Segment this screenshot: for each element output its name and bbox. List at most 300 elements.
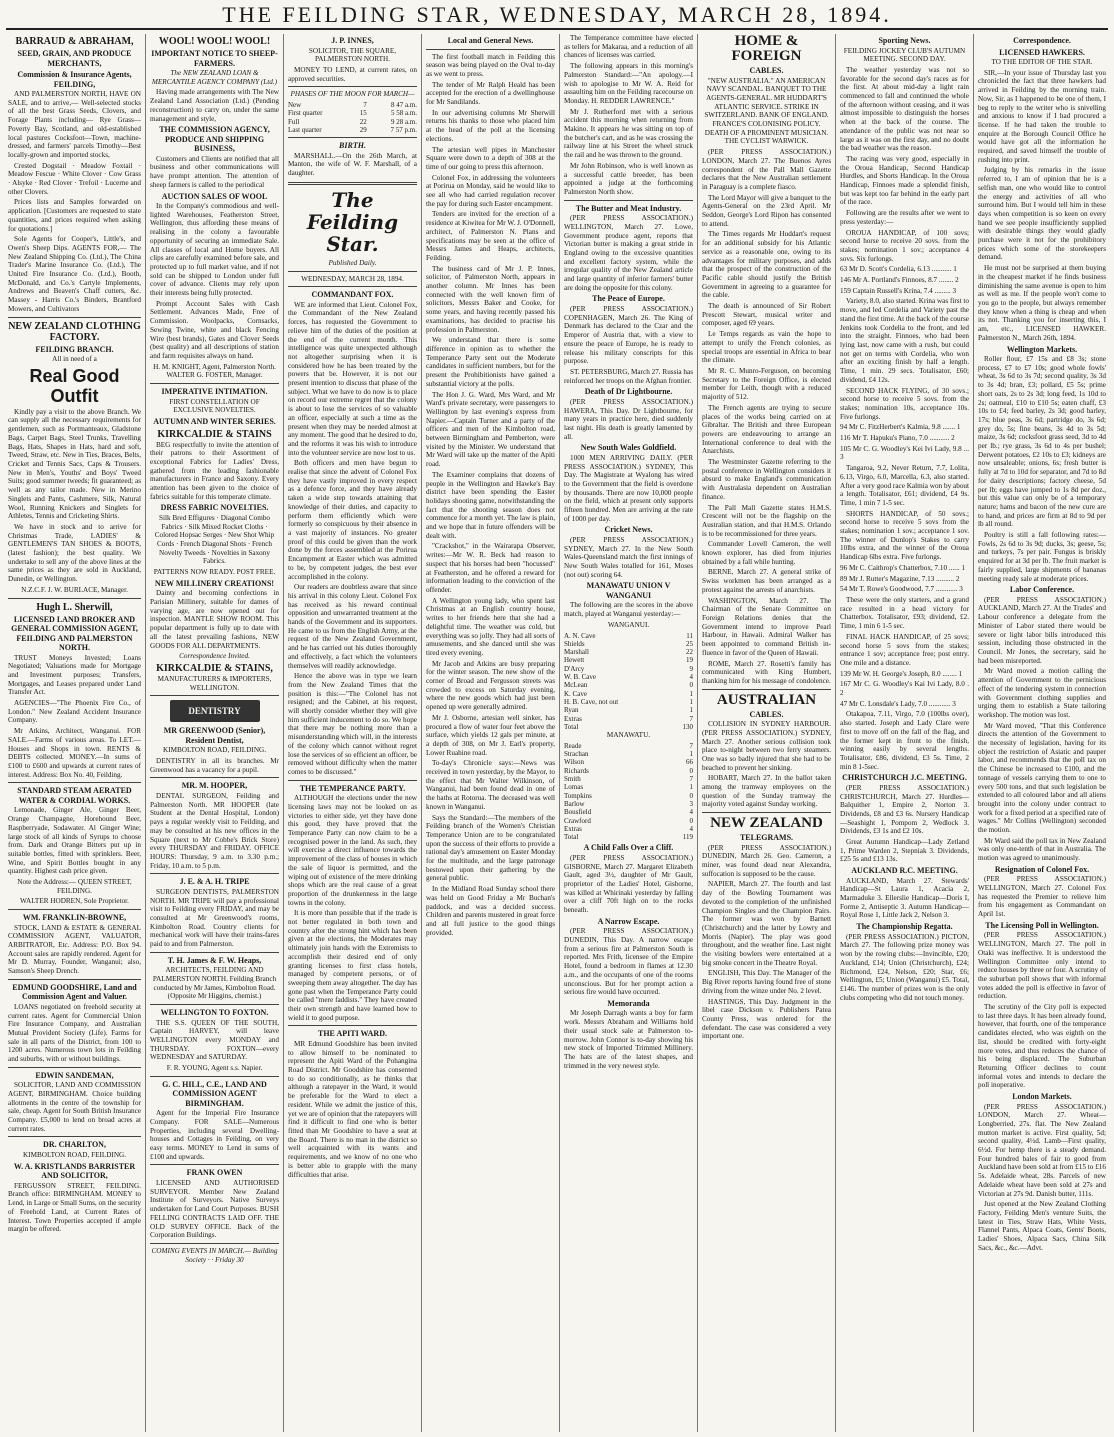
section-heading: Memoranda	[607, 998, 650, 1008]
cable-item: (PER PRESS ASSOCIATION.) DUNEDIN, March 26. Geo. Cameron, a miner, was found dead near Alexandra, suffocation is supposed to be the cause.	[702, 843, 831, 878]
score-row	[564, 833, 693, 841]
score-row	[564, 648, 693, 656]
section-heading: The Peace of Europe.	[592, 294, 665, 304]
moon-phase-day: 7	[363, 101, 367, 110]
sport-item: FINAL HACK HANDICAP, of 25 sovs; second horse 5 sovs from the stakes; entrance 1 sov; acceptance free; post entry. One mile and a distance.	[840, 632, 969, 667]
letter-text: Judging by his remarks in the issue referred to, I am of opinion that he is a selfish man, one who would like to control the energy and activities of all who surround him. But I would tell him in these days when competition is so keen on every hand we see people insufficiently supplied with desirable things they would gladly purchase were it not for the prohibitory prices which some of the storekeepers demand.	[978, 166, 1106, 262]
batsman-name: Reade	[564, 741, 582, 750]
ad-text: TRUST Moneys Invested; Loans Negotiated; Valuations made for Mortgage and Investment purposes; Transfers, Mortgages, and Leases prepared under Land Transfer Act.	[8, 653, 141, 697]
batsman-score: 1	[689, 697, 693, 706]
race-result: 63 Mr D. Scott's Cordelia, 6.13 ........... 1	[840, 265, 957, 274]
news-item: The Examiner complains that dozens of people in the Wellington and Hawke's Bay district have been spending the Easter holidays shooting game, notwithstanding the fact that the shooting season does not commence for a month yet. The law is plain, and we hope that in future offenders will be dealt with.	[426, 470, 555, 540]
moon-phase-phase: Last quarter	[288, 125, 322, 134]
ad-text: Crested Dogstail · Meadow Foxtail · Meadow Fescue · White Clover · Cow Grass · Alsyke · Red Clover · Trefoil · Lucerne and other Clovers.	[8, 161, 141, 196]
divider	[150, 383, 279, 384]
cable-item: The French agents are trying to secure places of the works being carried on at Gibraltar. The British and three European powers are endeavouring to arrange an International conference to deal with the Anarchists.	[702, 403, 831, 456]
moon-phases-table	[288, 101, 417, 134]
batsman-name: Bousfield	[564, 808, 592, 817]
news-item: Mr J. Osborne, artesian well sinker, has procured a flow of water four feet above the surface, which yields 12 gals per minute, at a depth of 308, on Mr J. Earl's property, Lower Ruahine road.	[426, 713, 555, 757]
news-item: The following are the scores in the above match, played at Wanganui yesterday:—	[564, 601, 693, 619]
race-result: 146 Mr A. Portland's Finnoes, 8.7 ........ 2	[840, 276, 959, 285]
batsman-name: Hewett	[564, 656, 585, 665]
batsman-score: 22	[686, 648, 693, 657]
ad-text: KIMBOLTON ROAD, FEILDING.	[162, 746, 267, 755]
editorial-heading: COMMANDANT FOX.	[311, 290, 394, 300]
batsman-name: D'Arcy	[564, 664, 585, 673]
letter-text: SIR,—In your issue of Thursday last you chronicled the fact that three hawkers had arrived in Feilding by the morning train. Now, Sir, as I happened to be one of them, I beg to reply to the writer who is snivelling and anxious to know if I had procured a license. If he had taken the trouble to enquire at the Borough Council Office he would have got all the information he required, and saved himself the trouble of rushing into print.	[978, 68, 1106, 164]
ad-text: We have in stock and to arrive for Christmas Trade, LADIES' & GENTLEMEN'S TAN SHOES & BOOTS, (latest fashion); the best quality. We undertake to sell any of the above lines at the same prices as they are sold in Auckland, Dunedin, or Wellington.	[8, 522, 141, 584]
divider	[8, 1136, 141, 1137]
batsman-score: 19	[686, 656, 693, 665]
score-row	[564, 817, 693, 825]
article-text: It is more than possible that if the trade is not better regulated in both town and country after the strong hint which has been given at the elections, the Moderates may ultimately join hands with the Extremists to accomplish their desired end of only granting licenses to first class hotels, managed by competent persons, or of sweeping them away altogether. The day has gone past when the Temperance Party could be called "mere faddists." They have created their own strength and have learned how to wield it to good purpose.	[288, 909, 417, 1022]
cable-item: Commander Lovell Cameron, the well known explorer, has died from injuries obtained by a fall while hunting.	[702, 540, 831, 566]
news-item: We understand that there is some difference in opinion as to whether the Temperance Party sent out the Moderate candidates in sufficient numbers, but for the present the Prohibitionists have gained a substantial victory at the polls.	[426, 336, 555, 388]
batsman-score: 25	[686, 639, 693, 648]
ad-text: Prices lists and Samples forwarded on application. [Customers are requested to state quantities, and prices required when asking for quotations.]	[8, 198, 141, 233]
ad-text: Kindly pay a visit to the above Branch. We can supply all the necessary requirements for gentlemen, such as Portmanteaux, Gladstone Bags, Carpet Bags, Steel Trunks, Travelling Bags, Hats, Shapes in Hats, hard and soft, Tweed, Straw, etc. New in Ties, Braces, Belts, Cricket and Tennis Sacs, Caps & Trousers. New in Men's, Youths' and Boys' Tweed Suits; good summer tweeds; fit guaranteed; as well as any tailor made. New in Merino Singlets and Pants, Cashmere, Silk, Natural Wool, Running Knickers and Singlets for Athletes, Tennis and Cricketing Shirts.	[8, 407, 141, 521]
editorial-heading: THE TEMPERANCE PARTY.	[299, 783, 406, 793]
news-item: (PER PRESS ASSOCIATION.) HAWERA, This Day. Dr Lightbourne, for many years in practice here, died suddenly last night. His death is greatly lamented by all.	[564, 397, 693, 441]
scorecard-wanganui	[564, 632, 693, 732]
score-row	[564, 656, 693, 664]
news-item: 1000 MEN ARRIVING DAILY. (PER PRESS ASSOCIATION.) SYDNEY, This Day. The Magistrate at Wyalong has wired to the Government that the field is overdone by thousands. There are now 10,000 people on the field, which at present only supports fifteen hundred. Men are arriving at the rate of 1000 per day.	[564, 453, 693, 523]
ad-subheading: Commission & Insurance Agents, FEILDING,	[17, 70, 132, 89]
score-row	[564, 715, 693, 723]
batsman-score: 1	[689, 750, 693, 759]
ad-subheading: IMPORTANT NOTICE TO SHEEP-FARMERS.	[151, 49, 278, 68]
news-item: Tenders are invited for the erection of a residence at Kiwitea for Mr W. J. O'Donnell, architect, of Palmerston N. Plans and specifications may be seen at the office of Messrs James and Heaps, architects, Feilding.	[426, 210, 555, 262]
news-item: (PER PRESS ASSOCIATION.) WELLINGTON, March 27. Lowe, Government produce agent, reports that Victorian butter is making a great stride in England owing to the excessive quantities and excellent factory system, while the irregular quality of the New Zealand article and large quantity of inferior farmers' butter are doing the opposite for this colony.	[564, 214, 693, 292]
moon-phase-time: 9 28 a.m.	[390, 117, 417, 126]
batsman-score: 1	[689, 783, 693, 792]
sport-item: Variety, 8.0, also started. Krina was first to move, and led Cordelia and Variety past the stand the first time. At the back of the course Jenkins took Cordelia to the front, and led into the straight. Finnoes, who had been lying last, now came with a rush, but could not get on terms with Cordelia, who won after an exciting finish by half a length. Time, 1 min. 29 secs. Totalisator, £60; dividend, £4 12s.	[840, 297, 969, 384]
divider	[288, 286, 417, 287]
batsman-score: 130	[682, 722, 693, 731]
cables-subheading: CABLES.	[749, 66, 784, 75]
batsman-score: 7	[689, 775, 693, 784]
score-row	[564, 723, 693, 731]
section-heading: The Butter and Meat Industry.	[575, 203, 682, 213]
score-row	[564, 750, 693, 758]
batsman-name: Lomas	[564, 783, 584, 792]
batsman-score: 4	[689, 673, 693, 682]
letter-heading: LICENSED HAWKERS.	[999, 47, 1085, 57]
score-row	[564, 792, 693, 800]
news-item: (PER PRESS ASSOCIATION.) COPENHAGEN, March 26. The King of Denmark has declared to the Czar and the Emperor of Austria that, with a view to ensure the peace of Europe, he is ready to release his military conscripts for this purpose.	[564, 304, 693, 366]
ad-text: FERGUSSON STREET, FEILDING. Branch office: BIRMINGHAM. MONEY to Lend, in Large or Small Sums, on the security of Freehold Land, at Current Rates of Interest. Town Properties accepted if ample margin be offered.	[8, 1181, 141, 1234]
divider	[150, 1164, 279, 1165]
ad-subheading: LICENSED LAND BROKER AND GENERAL COMMISSION AGENT, FEILDING AND PALMERSTON NORTH.	[11, 614, 138, 653]
news-item: The following appears in this morning's Palmerston Standard:—"An apology.—I wish to apologise to Mr W. A. Reid for assaulting him on the Feilding racecourse on Monday. H. REDDER LAWRENCE."	[564, 62, 693, 105]
score-row	[564, 825, 693, 833]
divider	[564, 200, 693, 201]
section-heading: Resignation of Colonel Fox.	[994, 864, 1090, 874]
news-item: Mr Ward moved a motion calling the attention of Government to the pernicious effect of the tendering system in connection with Government clothing supplies and urging them to establish a State tailoring workshop. The motion was lost.	[978, 667, 1106, 719]
batsman-score: 0	[689, 766, 693, 775]
score-row	[564, 698, 693, 706]
coming-events: COMING EVENTS IN MARCH.— Building Society · · Friday 30	[151, 1246, 278, 1264]
ad-heading: EDMUND GOODSHIRE, Land and Commission Agent and Valuer.	[12, 982, 137, 1002]
news-item: The Temperance committee have elected as tellers for Makaraa, and a reduction of all chances of licenses was carried.	[564, 34, 693, 60]
sport-item: Great Autumn Handicap—Lady Zetland 1, Prime Warden 2, Stepniak 3. Dividends, £25 5s and £13 13s.	[840, 838, 969, 864]
news-item: A Wellington young lady, who spent last Christmas at an English country house, writes to her friends here that she had a delightful time. The weather was cold, but everything was so jolly. They had all sorts of amusements, and she danced until she was tired every evening.	[426, 596, 555, 657]
score-row	[564, 665, 693, 673]
ad-text: Dainty and becoming confections in Parisian Millinery, suitable for dames of varying age, are now opened out for inspection. MANTLE SHOW ROOM. This popular department is fully up to date with all the latest prevailing fashions, NEW GOODS FOR ALL DEPARTMENTS.	[150, 589, 279, 650]
ad-heading: KIRKCALDIE & STAINS,	[156, 662, 273, 674]
news-item: The Hon J. G. Ward, Mrs Ward, and Mr Ward's private secretary, were passengers to Wellington by last evening's express from Napier.—Captain Turner and a party of the officers and men of the Kimbolton road, between Birmingham and Pemberton, were visited by the Minister. We understand that Mr Ward will take up the matter of the Apiti road.	[426, 390, 555, 469]
cable-item: NAPIER, March 27. The fourth and last day of the Bowling Tournament was devoted to the completion of the unfinished Champion Singles and the Champion Pairs. The former was won by Barnett (Christchurch) and the latter by Lowry and Morris (Napier). The play was good throughout, and the weather fine. Last night the visiting bowlers were entertained at a big smoke concert in the Theatre Royal.	[702, 880, 831, 967]
batsman-score: 0	[689, 681, 693, 690]
batsman-name: Shields	[564, 639, 585, 648]
section-heading: London Markets.	[1012, 1092, 1072, 1102]
cables-subheading: CABLES.	[749, 709, 784, 719]
batsman-name: Strachan	[564, 750, 589, 759]
ad-heading: J. P. INNES,	[331, 36, 374, 45]
score-row	[564, 690, 693, 698]
ad-signature: F. R. YOUNG, Agent s.s. Napier.	[166, 1064, 263, 1073]
divider	[150, 1243, 279, 1244]
news-item: Mr J. Rutherford met with a serious accident this morning when returning from Makino. It appears he was sitting on top of the butcher's cart, and as he was crossing the railway line at his Street the wheel struck the rail and he was thrown to the ground.	[564, 107, 693, 160]
batsman-score: 4	[689, 824, 693, 833]
meeting-title: FEILDING JOCKEY CLUB'S AUTUMN MEETING. SECOND DAY.	[843, 46, 966, 64]
race-result: 54 Mr T. Rowe's Goodwood, 7.7 ............ 3	[840, 585, 963, 594]
article-text: Hence the above was in type we learn from the New Zealand Times that the position is this:—"The Colonel has not resigned; and the Cabinet, at his request, will shortly consider whether they will give him sufficient inducement to do so. We hope that there may be nothing more than a misunderstanding which will, in the interests of the colony which cannot without regret lose the services of so efficient an officer, be removed without difficulty when the matter comes to be discussed."	[288, 672, 417, 776]
race-result: 105 Mr C. G. Woodley's Kei Ivi Lady, 9.8 ... 3	[840, 444, 969, 462]
ad-heading: J. E. & A. H. TRIPE	[179, 877, 250, 887]
article-text: MR Edmund Goodshire has been invited to allow himself to be nominated to represent the Apiti Ward of the Pohangina Road District. Mr Goodshire has consented to do so conditionally, as he thinks that although a ratepayer in the Ward, it would be preferable for the Ward to elect a resident. While we admit the justice of this, yet we are of opinion that the ratepayers will find it difficult to find one who is better fitted than Mr Goodshire to have a seat at the Board. There is no man in the district so well acquainted with its wants and requirements, and we know of no one who is better able to grapple with the many difficulties that arise.	[288, 1039, 417, 1179]
column-5	[560, 34, 698, 1432]
news-item: Says the Standard:—The members of the Feilding branch of the Women's Christian Temperance Union are to be congratulated upon the success of their efforts to provide a rational day's amusement on Easter Monday for the multitude, and the large patronage bestowed upon their gathering by the general public.	[426, 813, 555, 883]
divider	[288, 86, 417, 87]
news-item: The tender of Mr Ralph Heald has been accepted for the erection of a dwellinghouse for Mr Sandilands.	[426, 80, 555, 107]
section-heading: Correspondence.	[1013, 36, 1071, 45]
section-heading: AUCKLAND R.C. MEETING.	[851, 866, 958, 876]
ad-heading: IMPERATIVE INTIMATION.	[161, 387, 268, 397]
batsman-score: 11	[686, 631, 693, 640]
ad-text: Prompt Account Sales with Cash Settlement. Advances Made, Free of Commission. Woolpacks, Cornsacks, Sewing Twine, white and black Fencing Wire (best brands), Gates and Clover Seeds (best quality) and all descriptions of station and farm requisites always on hand.	[150, 299, 279, 360]
score-row	[564, 640, 693, 648]
published-daily: Published Daily.	[328, 258, 377, 267]
ad-text: DENTISTRY in all its branches. Mr Greenwood has a vacancy for a pupil.	[150, 757, 279, 774]
news-item: Mr Joseph Darragh wants a boy for farm work. Messrs Abraham and Williams hold their usual stock sale at Palmerston to-morrow. John Connor is to-day showing his new stock of Imported Trimmed Millinery. The hats are of the latest shapes, and trimmed in the very newest style.	[564, 1009, 693, 1070]
section-heading: Cricket News.	[604, 525, 653, 535]
ad-text: LOANS negotiated on freehold security at current rates. Agent for Commercial Union Fire Insurance Company, and Australian Mutual Provident Society (Life). Farms for sale in all parts of the District, from 100 to 1200 acres. Numerous town lots in Feilding and suburbs, with or without buildings.	[8, 1002, 141, 1064]
article-text: WE are informed that Lieut. Colonel Fox, the Commandant of the New Zealand forces, has requested the Government to relieve him of the duties of the position at the end of the current month. This intelligence was quite unexpected although not altogether surprising when it is considered how he has been treated by the powers that be. However, it is not our present intention to discuss that phase of the subject. What we have to do now is to place on record our extreme regret that the colony is about to lose the services of so valuable an officer, especially at such a time as the present when they may be needed almost at any moment. The good that he desired to do, and the reforms it was his wish to introduce into the volunteer service are now lost to us.	[288, 300, 417, 457]
batsman-name: McLean	[564, 681, 588, 690]
column-6	[698, 34, 836, 1432]
ad-heading: G. C. HILL, C.E., LAND AND COMMISSION AGENT BIRMINGHAM.	[162, 1079, 267, 1108]
divider	[288, 182, 417, 185]
section-heading: The Licensing Poll in Wellington.	[985, 920, 1099, 930]
divider	[8, 317, 141, 318]
ad-text: MANUFACTURERS & IMPORTERS, WELLINGTON.	[157, 674, 272, 692]
birth-heading: BIRTH.	[339, 141, 366, 151]
moon-phase-day: 29	[359, 125, 367, 134]
moon-phase-phase: Full	[288, 117, 300, 126]
ad-subheading: FEILDING BRANCH.	[35, 344, 114, 354]
ad-text: In the Company's commodious and well-lighted Warehouses, Featherston Street, Wellington, thus affording these means of realising in the colony a favourable opportunity of securing an immediate Sale. All classes of local and Home buyers. All clips are carefully examined before sale, and protected up to full market value, and if not sold can be shipped to London under full cover of advance. Clients may rely upon their interests being fully protected.	[150, 202, 279, 298]
ad-text: LICENSED AND AUTHORISED SURVEYOR. Member New Zealand Institute of Surveyors. Native Surveys undertaken for Land Court Purposes. BUSH FELLING CONTRACTS LAID OFF. THE OLD SURVEY OFFICE. Back of the Corporation Buildings.	[150, 1178, 279, 1240]
letter-salutation: TO THE EDITOR OF THE STAR.	[991, 58, 1093, 66]
ad-text: The NEW ZEALAND LOAN & MERCANTILE AGENCY COMPANY (Ltd.)	[151, 69, 278, 86]
news-item: (PER PRESS ASSOCIATION.) WELLINGTON, March 27. Colonel Fox has requested the Premier to relieve him from his engagement as Commandant on April 1st.	[978, 875, 1106, 919]
cable-summary: "NEW AUSTRALIA." AN AMERICAN NAVY SCANDAL. BANQUET TO THE AGENTS-GENERAL. MR HUDDART'S ATLANTIC SERVICE. STRIKE IN SWITZERLAND. BANK OF ENGLAND. FRANCE'S COLONISING POLICY. DEATH OF A PROMINENT MUSICIAN. THE CYCLIST WARWICK.	[704, 76, 829, 146]
ad-text: SOLICITOR, LAND AND COMMISSION AGENT, BIRMINGHAM. Choice building allotments in the centre of the township for sale, cheap. Agent for South British Insurance Company. £5,000 to lend on broad acres at current rates.	[8, 1081, 141, 1133]
moon-phase-day: 22	[359, 117, 367, 126]
ad-subheading: NEW MILLINERY CREATIONS!	[154, 578, 275, 588]
batsman-name: K. Cave	[564, 689, 587, 698]
column-3	[284, 34, 422, 1432]
news-item: "Crackshot," in the Wairarapa Observer, writes:—Mr W. R. Beck had reason to suspect that his horses had been "hocussed" at Featherston, and he offered a reward for information leading to the conviction of the offender.	[426, 542, 555, 594]
cable-item: Le Temps regards as vain the hope to attempt to unify the French colonies, as special troops are essential in Africa to bear the climate.	[702, 330, 831, 365]
moon-phase-time: 7 57 p.m.	[390, 125, 417, 134]
ad-heading: FRANK OWEN	[186, 1168, 243, 1178]
batsman-score: 0	[689, 791, 693, 800]
ad-text: AND PALMERSTON NORTH, HAVE ON SALE, and to arrive,— Well-selected stocks of all the best Grass Seeds, Clovers, and Forage Plants including— Rye Grass—Poverty Bay, Scotland, and old-established local pastures Cocksfoot—Town, machine-dressed, and farmers' parcels Timothy—Best locally-grown and imported stocks,	[8, 90, 141, 159]
batsman-score: 7	[689, 741, 693, 750]
market-report: Roller flour, £7 15s and £8 3s; stone process, £7 to £7 10s; good whole fowls' wheat, 3s 6d to 3s 7d; second quality, 3s 3d to 3s 4d; bran, £3; pollard, £5 5s; prime short oats, 2s to 2s 3d; long feed, 1s 10d to 2s; oatmeal, £10 to £10 5s; eaten chaff, £3 10s to £4; feed barley, 2s 3d; good barley, 17s; blue peas, 3s 6d; partridge do, 3s 6d; grey do, 5s; fine beans, 3s 4d to 3s 5d; maize, 3s 6d; cocksfoot grass seed, 3d to 4d per lb.; rye grass, 3s 6d to 4s per bushel; Derwent potatoes, £2 10s to £3; kidneys are now unsaleable; onions, 6s; fresh butter is fully at 7d to 10d for separator, and 7d to 8d for dairy descriptions; factory cheese, 5d per lb; eggs have jumped to 1s 8d per doz., but this value can only be of a temporary nature; hams and bacon of the new cure are to hand, and prices are firm at 8d to 9d per lb all round.	[978, 355, 1106, 529]
section-heading: A Narrow Escape.	[597, 916, 660, 926]
news-item: The artesian well pipes in Manchester Square were down to a depth of 308 at the time of our going to press this afternoon.	[426, 145, 555, 171]
divider	[426, 49, 555, 50]
market-report: Poultry is still a fall following rates:—Fowls, 2s 6d to 3s 9d; ducks, 3s; geese, 5s; and turkeys, 7s per pair. Fungus is briskly enquired for at 3d per lb. The fruit market is fairly supplied, large shipments of bananas meeting ready sale at moderate prices.	[978, 531, 1106, 583]
moon-phase-phase: First quarter	[288, 109, 323, 118]
team-heading: WANGANUI.	[607, 620, 650, 629]
divider	[8, 909, 141, 910]
divider	[150, 952, 279, 953]
birth-notice: MARSHALL.—On the 26th March, at Manton, the wife of W. F. Marshall, of a daughter.	[288, 151, 417, 178]
news-item: Mr Jacob and Atkins are busy preparing for the winter season. The new show of the corner of Broad and Fergusson streets was crowded to excess on Saturday evening, where the new goods which had just been opened up were generally admired.	[426, 659, 555, 712]
column-4	[422, 34, 560, 1432]
race-result: 116 Mr T. Hapuku's Piano, 7.0 ........... 2	[840, 434, 955, 443]
news-item: (PER PRESS ASSOCIATION.) SYDNEY, March 27. In the New South Wales-Queensland match the first innings of New South Wales totalled for 161, Moses (not out) scoring 64.	[564, 535, 693, 579]
sport-item: (PER PRESS ASSOCIATION.) CHRISTCHURCH, March 27. Hurdles—Balquither 1, Empire 2, Norton 3. Dividends, £8 and £3 6s. Nursery Handicap—Seashight 1, Pompom 2, Wedlock 3. Dividends, £3 1s and £2 10s.	[840, 783, 969, 836]
batsman-score: 119	[682, 833, 693, 842]
divider	[288, 780, 417, 781]
news-item: The scrutiny of the City poll is expected to last three days. It has been already found, however, that fourth, one of the temperance candidates elected, who was eighth on the list, should be credited with forty-eight more votes, and thus reduces the chance of his being displaced. The Suburban Returning Officer declines to count informal votes and intends to declare the poll inoperative.	[978, 1003, 1106, 1090]
cables-heading: HOME & FOREIGN	[731, 34, 802, 64]
news-item: ST. PETERSBURG, March 27. Russia has reinforced her troops on the Afghan frontier.	[564, 367, 693, 385]
news-item: The business card of Mr J. P. Innes, solicitor, of Palmerston North, appears in another column. Mr Innes has been connected with the well known firm of solicitors, Messrs Baker and Cooke, for some years, and having recently passed his examinations, has decided to practise his profession in Palmerston.	[426, 264, 555, 334]
batsman-score: 1	[689, 689, 693, 698]
divider	[702, 812, 831, 813]
cable-item: The Pall Mall Gazette states H.M.S. Crescent will not be the flagship on the Australian station, and that H.M.S. Orlando is to be recommissioned for three years.	[702, 503, 831, 538]
page-masthead: THE FEILDING STAR, WEDNESDAY, MARCH 28, 1894.	[6, 2, 1108, 30]
news-item: Mr Ward said the poll tax in New Zealand was only one-tenth of that in Australia. The motion was agreed to unanimously.	[978, 836, 1106, 863]
news-item: Mr Ward moved, "That this Conference directs the attention of the Government to the necessity of legislation, having for its object the restriction of Asiatic and pauper labor, and recommends that the poll tax on the Chinese be increased to £100, and the tonnage of vessels carrying them to one to every 500 tons, and that such legislation be extended to all coloured labor and all aliens brought into the colony under contract to work for a fixed period at a specified rate of wages." Mr Collins (Wellington) seconded the motion.	[978, 721, 1106, 835]
divider	[150, 873, 279, 874]
moon-phase-phase: New	[288, 101, 302, 110]
divider	[8, 1067, 141, 1068]
moon-phase-row	[288, 126, 417, 134]
batsman-name: H. B. Cave, not out	[564, 697, 619, 706]
ad-signature: N.Z.C.F. J. W. BURLACE, Manager.	[21, 585, 128, 594]
divider	[8, 979, 141, 980]
news-item: (PER PRESS ASSOCIATION.) DUNEDIN, This Day. A narrow escape from a serious fire at Palmerston South is reported. Mrs Frith, licensee of the Empire Hotel, found a bedroom in flames at 12.30 a.m., and the occupants of one of the rooms unconscious. But for her prompt action a serious fire would have occurred.	[564, 927, 693, 997]
letter-text: He must not be surprised at them buying in the cheapest market if he finds business diminishing the same avenue is open to him as well as me. If the people won't come to you go to the people, but always remember they know when a thing is cheap and when its not. Thanking you for inserting this, I am, etc., LICENSED HAWKER. Palmerston N., March 26th, 1894.	[978, 264, 1106, 342]
ad-text: STOCK, LAND & ESTATE & GENERAL COMMISSION AGENT, VALUATOR, ARBITRATOR, Etc. Address: P.O. Box 94. Account sales are rapidly rendered. Agent for Mr D. Murray, Founder, Wanganui; also, Samson's Sheep Drench.	[8, 923, 141, 976]
cable-item: The Westminster Gazette referring to the postal conference in Wellington considers it absurd to make England's communication with Australasia dependent on Australian finance.	[702, 458, 831, 501]
sport-item: SHORTS HANDICAP, of 50 sovs.; second horse to receive 5 sovs from the stakes; nomination 1 sov.; acceptance 1 sov. The winner of Dunlop's Stakes to carry 10lbs extra, and the winner of the Oroua Handicap 6lbs extra. Five furlongs.	[840, 509, 969, 562]
divider	[288, 1025, 417, 1026]
batsman-name: Total	[564, 722, 579, 731]
score-row	[564, 800, 693, 808]
sport-item: These were the only starters, and a grand race resulted in a head victory for Chatterbox. Totalisator, £93; dividend, £2. Time, 1 min 6 1-5 sec.	[840, 595, 969, 631]
news-item: Mr John Robinson, who is well known as a successful cattle breeder, has been appointed a judge at the forthcoming Palmerston North show.	[564, 161, 693, 196]
section-heading: Wellington Markets.	[1006, 344, 1078, 354]
race-result: 47 Mr C. Lonsdale's Lady, 7.0 ............ 3	[840, 699, 956, 708]
divider	[150, 1076, 279, 1077]
ad-text: FIRST CONSTELLATION OF EXCLUSIVE NOVELTIES.	[169, 397, 260, 415]
ad-text: Sole Agents for Cooper's, Little's, and Owen's Sheep Dips. AGENTS FOR,— The New Zealand Shipping Co. (Ltd.), The China Trader's Marine Insurance Co. (Ltd.), The United Fire Insurance Co. (Ltd.), Booth, McDonald, and Co.'s Cartyle Implements, Andrews and Beaven's Chaff cutters, &c. Massey - Harris Co.'s Binders, Brantford Mowers, and Cultivators	[8, 235, 141, 313]
moon-phase-day: 15	[359, 109, 367, 118]
ad-text: THE S.S. QUEEN OF THE SOUTH, Captain HARVEY, will leave WELLINGTON every MONDAY and THURSDAY. FOXTON—every WEDNESDAY and SATURDAY.	[150, 1018, 279, 1062]
ad-text: All in need of a	[52, 355, 97, 364]
race-result: 167 Mr C. G. Woodley's Kai Ivi Lady, 8.0 . 2	[840, 680, 969, 698]
batsman-name: W. B. Cave	[564, 673, 597, 682]
batsman-score: 0	[689, 816, 693, 825]
cables-heading: NEW ZEALAND	[710, 815, 823, 832]
section-heading: Death of Dr Lightbourne.	[584, 387, 673, 397]
ad-signature: H. M. KNIGHT, Agent, Palmerston North. WALTER G. FOSTER, Manager.	[153, 362, 276, 380]
ad-heading: WM. FRANKLIN-BROWNE,	[22, 913, 127, 923]
article-text: Our readers are doubtless aware that since his arrival in this colony Lieut. Colonel Fox has received as his reward continual opposition and unwarranted treatment at the hands of the Government and its supporters. He came to us from the English Army, at the request of the New Zealand Government, and he has carried out his duties thoroughly and effectively, a fact which the volunteers themselves will readily acknowledge.	[288, 583, 417, 670]
section-heading: Labor Conference.	[1009, 585, 1075, 595]
ad-heading: STANDARD STEAM AERATED WATER & CORDIAL WORKS.	[17, 786, 132, 805]
ad-text: KIMBOLTON ROAD, FEILDING.	[22, 1150, 127, 1159]
batsman-name: Crawford	[564, 816, 591, 825]
section-heading: The Championship Regatta.	[856, 922, 953, 932]
sport-item: The weather yesterday was not so favorable for the second day's races as for the first. At about mid-day a light rain commenced to fall and continued the whole of the afternoon without ceasing, and it was almost impossible to distinguish the horses when at the back of the course. The attendance of the public was not near so large as it was on the first day, and no doubt the bad weather was the reason.	[840, 65, 969, 153]
section-heading: MANAWATU UNION V WANGANUI	[586, 581, 671, 600]
columns	[4, 34, 1110, 1432]
section-heading: New South Wales Goldfield.	[580, 443, 677, 453]
moon-phase-time: 8 47 a.m.	[390, 101, 417, 110]
sport-item: SECOND HACK FLYING, of 30 sovs.; second horse to receive 5 sovs. from the stakes; nomination 10s, acceptance 10s. Five furlongs.	[840, 386, 969, 421]
batsman-name: Extras	[564, 714, 582, 723]
column-8	[974, 34, 1110, 1432]
cable-item: COLLISION IN SYDNEY HARBOUR. (PER PRESS ASSOCIATION.) SYDNEY, March 27. Another serious collision took place to-night between two ferry steamers. One was so badly injured that she had to be beached to prevent her sinking.	[702, 720, 831, 772]
cable-item: ROME, March 27. Rosetti's family has communicated with King Humbert, thanking him for his message of condolence.	[702, 659, 831, 685]
ad-text: PATTERNS NOW READY. POST FREE.	[153, 568, 276, 577]
news-item: (PER PRESS ASSOCIATION.) GISBORNE, March 27. Margaret Elizabeth Gault, aged 3½, daughter of Mr Gault, proprietor of the Ladies' Hotel, Gisborne, was killed at Whirinaki yesterday by falling over a cliff 70ft high on to the rocks beneath.	[564, 853, 693, 915]
batsman-name: A. N. Cave	[564, 631, 596, 640]
issue-date: WEDNESDAY, MARCH 28, 1894.	[301, 274, 404, 283]
race-result: 139 Mr W. H. George's Joseph, 8.0 ........ 1	[840, 669, 963, 678]
newspaper-title: The Feilding Star.	[306, 187, 399, 256]
ad-text: Having made arrangements with The New Zealand Land Association (Ltd.) (Pending reconstruction) to carry on, under the same management and style,	[150, 88, 279, 123]
cables-heading: AUSTRALIAN	[716, 691, 817, 708]
ad-subheading: AUTUMN AND WINTER SERIES.	[153, 417, 276, 426]
ad-heading: EDWIN SANDEMAN,	[35, 1070, 114, 1080]
cable-item: HASTINGS, This Day. Judgment in the libel case Dickson v. Publishers Patea County Press, was ordered for the defendant. The case was considered a very important one.	[702, 997, 831, 1041]
ad-text: Correspondence Invited.	[179, 652, 250, 661]
ad-text: Lemonade, Ginger Ale, Ginger Beer, Orange Champagne, Horehound Beer, Raspberryade, Sodawater. Al Ginger Wine; large stock of all kinds of Syrups to choose from. Dark and Orange Bitters put up in suitable bottles, fitted with sprinklers. Beer, Wine, and Spirit Bottles bought in any quantity. Highest cash price given.	[8, 806, 141, 876]
sport-item: The racing was very good, especially in the Oroua Handicap, Second Handicap Hurdles, and Shorts Handicap. In the Oroua Handicap, Finnoes made a splendid finish, but was kept too far behind in the early part of the race.	[840, 154, 969, 207]
ad-heading: WELLINGTON TO FOXTON.	[160, 1008, 269, 1018]
market-report: (PER PRESS ASSOCIATION.) LONDON, March 27. Wheat—Longberried, 27s. flat. The New Zealand mutton market is active. First quality, 5d; second quality, 4½d. Lamb—First quality, 6½d. For hemp there is a steady demand. Four hundred bales of fair to good from Auckland have been sold at from £15 to £16 5s. Adelaide wheat, 28s. Parcels of new Adelaide wheat have been sold at 27s and Victorian at 27s 9d. Danish butter, 111s.	[978, 1102, 1106, 1198]
team-heading: MANAWATU.	[606, 731, 651, 740]
score-row	[564, 808, 693, 816]
race-result: 94 Mr C. FitzHerbert's Kalmia, 9.8 ....... 1	[840, 423, 961, 432]
batsman-name: Smith	[564, 775, 581, 784]
ad-subheading: AUCTION SALES OF WOOL	[161, 191, 268, 201]
sport-item: Otakapoa, 7.11, Virgo, 7.0 (100lbs over), also started. Joseph and Lady Clare were first to move off on the fall of the flag, and the former kept in front to the finish, winning easily by several lengths. Totalisator, £86, dividend, £3 5s. Time, 2 min 8 1-5sec.	[840, 710, 969, 771]
batsman-name: Marshall	[564, 648, 589, 657]
ad-heading: KIRKCALDIE & STAINS	[157, 428, 272, 440]
moon-phase-row	[288, 118, 417, 126]
scorecard-manawatu	[564, 742, 693, 842]
dentistry-logo: DENTISTRY	[170, 700, 260, 722]
score-row	[564, 767, 693, 775]
race-result: 96 Mr C. Caithrop's Chatterbox, 7.10 ...... 1	[840, 563, 966, 572]
column-2	[146, 34, 284, 1432]
ad-text: Note the Address:— QUEEN STREET, FEILDING.	[17, 878, 132, 895]
news-item: Colonel Fox, in addressing the volunteers at Porirua on Monday, said he would like to see all who had carried regulation recover the pay for during such Easter encampment.	[426, 173, 555, 208]
ad-heading: NEW ZEALAND CLOTHING FACTORY.	[8, 320, 141, 343]
batsman-name: Tompkins	[564, 791, 592, 800]
score-row	[564, 706, 693, 714]
column-7	[836, 34, 974, 1432]
score-row	[564, 775, 693, 783]
ad-heading: MR GREENWOOD (Senior), Resident Dentist,	[163, 726, 266, 745]
moon-phases-title: PHASES OF THE MOON FOR MARCH—	[290, 90, 415, 99]
divider	[150, 777, 279, 778]
ad-text: MONEY TO LEND, at current rates, on approved securities.	[288, 65, 417, 83]
divider	[8, 598, 141, 599]
cable-item: ENGLISH, This Day. The Manager of the Big River reports having found free of stone driving from the winze under No. 2 level.	[702, 969, 831, 995]
editorial-heading: THE APITI WARD.	[318, 1029, 387, 1039]
moon-phase-row	[288, 101, 417, 109]
news-item: To-day's Chronicle says:—News was received in town yesterday, by the Mayor, to the effect that Mr Walter Wilkinson, of Wanganui, had been found dead in one of the baths at Rotorua. The deceased was well known in Wanganui.	[426, 759, 555, 811]
ad-text: SOLICITOR, THE SQUARE, PALMERSTON NORTH.	[308, 46, 397, 64]
batsman-name: Extras	[564, 824, 582, 833]
cable-item: (PER PRESS ASSOCIATION.) LONDON, March 27. The Buenos Ayres correspondent of the Pall Mall Gazette declares that the New Australian settlement in Paraguay is a complete fiasco.	[702, 148, 831, 191]
moon-phase-time: 5 58 a.m.	[390, 109, 417, 118]
article-text: Both officers and men have begun to realise that since the advent of Colonel Fox they have vastly improved in every respect as a defence force, and they have already taken a wide step towards attaining that knowledge of their duties, and capacity to perform them efficiently which were formerly so conspicuous by their absence in a vast majority of instances. No greater proof of this could be given than the work done by the forces assembled at the Porirua Encampment at Easter which was admitted to be, by competent judges, the best ever accomplished in the colony.	[288, 459, 417, 581]
divider	[8, 782, 141, 783]
section-heading: A Child Falls Over a Cliff.	[583, 843, 674, 853]
batsman-name: Ryan	[564, 706, 579, 715]
ad-heading: BARRAUD & ABRAHAM,	[15, 36, 134, 47]
sport-item: OROUA HANDICAP, of 100 sovs; second horse to receive 20 sovs. from the stakes; nomination 1 sov.; acceptance 4 sovs. Six furlongs.	[840, 228, 969, 263]
sport-item: Tangaroa, 9.2, Never Return, 7.7, Lolita, 6.13, Virgo, 6.0, Marcella, 6.3, also started. After a very good race Kalmia won by about a length. Totalisator, £61; dividend, £4 9s. Time, 1 min 7 1-5 sec.	[840, 464, 969, 507]
ad-text: Silk Bred Effigures · Diagonal Combo Fabrics · Silk Mixed Rocket Cloths · Colored Hopsac Serges · New Shot Whip Cords · French Diagonal Shots · French Novelty Tweeds · Novelties in Saxony Fabrics.	[154, 513, 275, 566]
article-text: ALTHOUGH the elections under the new licensing laws may not be looked on as victories to either side, yet they have done this good, they have proved that the Temperance Party can now claim to be a recognised power in the land. As such, they will exercise a direct influence towards the improvement of the class of houses in which the sale of liquor is permitted, and the wiping out of existence of the mere drinking shops which are the real cause of a great proportion of the drunkenness in the large towns in the colony.	[288, 794, 417, 907]
ad-signature: WALTER HODREN, Sole Proprietor.	[20, 897, 129, 906]
score-row	[564, 758, 693, 766]
score-row	[564, 673, 693, 681]
advertisement: Just opened at the New Zealand Clothing Factory, Feilding Men's venture Suits, the latest in Ties, Straw Hats, White Vests, Flannel Pants, Alpaca Coats, Gents' Boots, Ladies' Shoes, Alpaca Sacs, China Silk Sacs, &c., &c.—Advt.	[978, 1200, 1106, 1252]
ad-text: Agent for the Imperial Fire Insurance Company. FOR SALE—Numerous Properties, including several Dwelling-houses and Cottages in Feilding, on very easy terms. MONEY to Lend in sums of £100 and upwards.	[150, 1109, 279, 1161]
divider	[288, 137, 417, 138]
race-result: 89 Mr J. Rutter's Magazine, 7.13 .......... 2	[840, 574, 960, 583]
news-item: (PER PRESS ASSOCIATION.) AUCKLAND, March 27. At the Trades' and Labour conference a delegate from the Minister of Labor stated there would be severe or light labor bills introduced this session, including those obstructed in the Council. Mr Jones, the secretary, said he had been misreported.	[978, 595, 1106, 665]
batsman-name: Total	[564, 833, 579, 842]
batsman-score: 3	[689, 799, 693, 808]
ad-text: Mr Atkins, Architect, Wanganui. FOR SALE.—Farms of various areas. To LET.—Houses and Shops in town. RENTS & DEBTS collected. MONEY.—In sums of £100 to £600 and upwards at current rates of interest. Address: Box No. 40, Feilding.	[8, 727, 141, 779]
cable-item: BERNE, March 27. A general strike of Swiss workmen has been arranged as a protest against the arrests of anarchists.	[702, 568, 831, 594]
batsman-score: 4	[689, 808, 693, 817]
batsman-name: Barlow	[564, 799, 585, 808]
batsman-score: 7	[689, 714, 693, 723]
batsman-name: Wilson	[564, 758, 584, 767]
ad-heading: DR. CHARLTON,	[43, 1140, 106, 1150]
cable-item: The Lord Mayor will give a banquet to the Agents-General on the 23rd April. Mr Seddon, George's Lord Ripon has consented to attend.	[702, 193, 831, 228]
moon-phase-row	[288, 109, 417, 117]
ad-heading: T. H. James & F. W. Heaps,	[167, 955, 262, 965]
